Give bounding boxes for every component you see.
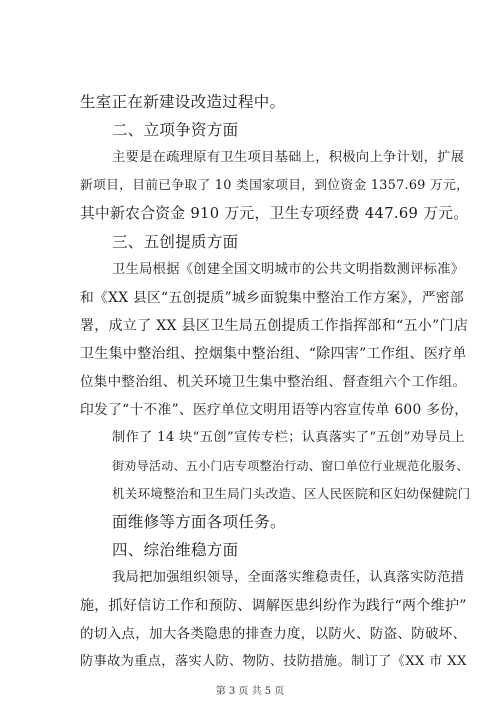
text-line: 和《XX 县区“五创提质”城乡面貌集中整治工作方案》，严密部 bbox=[80, 290, 464, 306]
text-line: 主要是在疏理原有卫生项目基础上，积极向上争计划，扩展 bbox=[112, 150, 465, 165]
page-number-footer: 第 3 页 共 5 页 bbox=[215, 686, 285, 697]
text-line: 卫生局根据《创建全国文明城市的公共文明指数测评标准》 bbox=[112, 262, 465, 277]
text-line: 防事故为重点，落实人防、物防、技防措施。制订了《XX 市 XX bbox=[80, 654, 467, 669]
section-heading: 二、立项争资方面 bbox=[112, 121, 239, 139]
text-line: 新项目，目前已争取了 10 类国家项目，到位资金 1357.69 万元， bbox=[80, 178, 470, 193]
text-line: 卫生集中整治组、控烟集中整治组、“除四害”工作组、医疗单 bbox=[80, 346, 467, 362]
text-line: 印发了“十不准”、医疗单位文明用语等内容宣传单 600 多份， bbox=[80, 402, 469, 418]
text-line: 位集中整治组、机关环境卫生集中整治组、督查组六个工作组。 bbox=[80, 374, 467, 390]
text-line: 机关环境整治和卫生局门头改造、区人民医院和区妇幼保健院门 bbox=[112, 486, 471, 501]
section-heading: 三、五创提质方面 bbox=[112, 233, 239, 251]
text-line: 署，成立了 XX 县区卫生局五创提质工作指挥部和“五小”门店 bbox=[80, 318, 469, 334]
text-line: 施，抓好信访工作和预防、调解医患纠纷作为践行“两个维护” bbox=[80, 598, 467, 614]
text-line: 其中新农合资金 910 万元，卫生专项经费 447.69 万元。 bbox=[80, 205, 469, 222]
text-line: 生室正在新建设改造过程中。 bbox=[80, 93, 286, 111]
text-line: 面维修等方面各项任务。 bbox=[112, 513, 286, 531]
text-line: 制作了 14 块“五创”宣传专栏；认真落实了“五创”劝导员上 bbox=[112, 430, 465, 445]
section-heading: 四、综治维稳方面 bbox=[112, 541, 239, 559]
text-line: 的切入点，加大各类隐患的排查力度，以防火、防盗、防破坏、 bbox=[80, 626, 467, 642]
text-line: 街劝导活动、五小门店专项整治行动、窗口单位行业规范化服务、 bbox=[112, 459, 469, 473]
text-line: 我局把加强组织领导，全面落实维稳责任，认真落实防范措 bbox=[112, 570, 465, 585]
